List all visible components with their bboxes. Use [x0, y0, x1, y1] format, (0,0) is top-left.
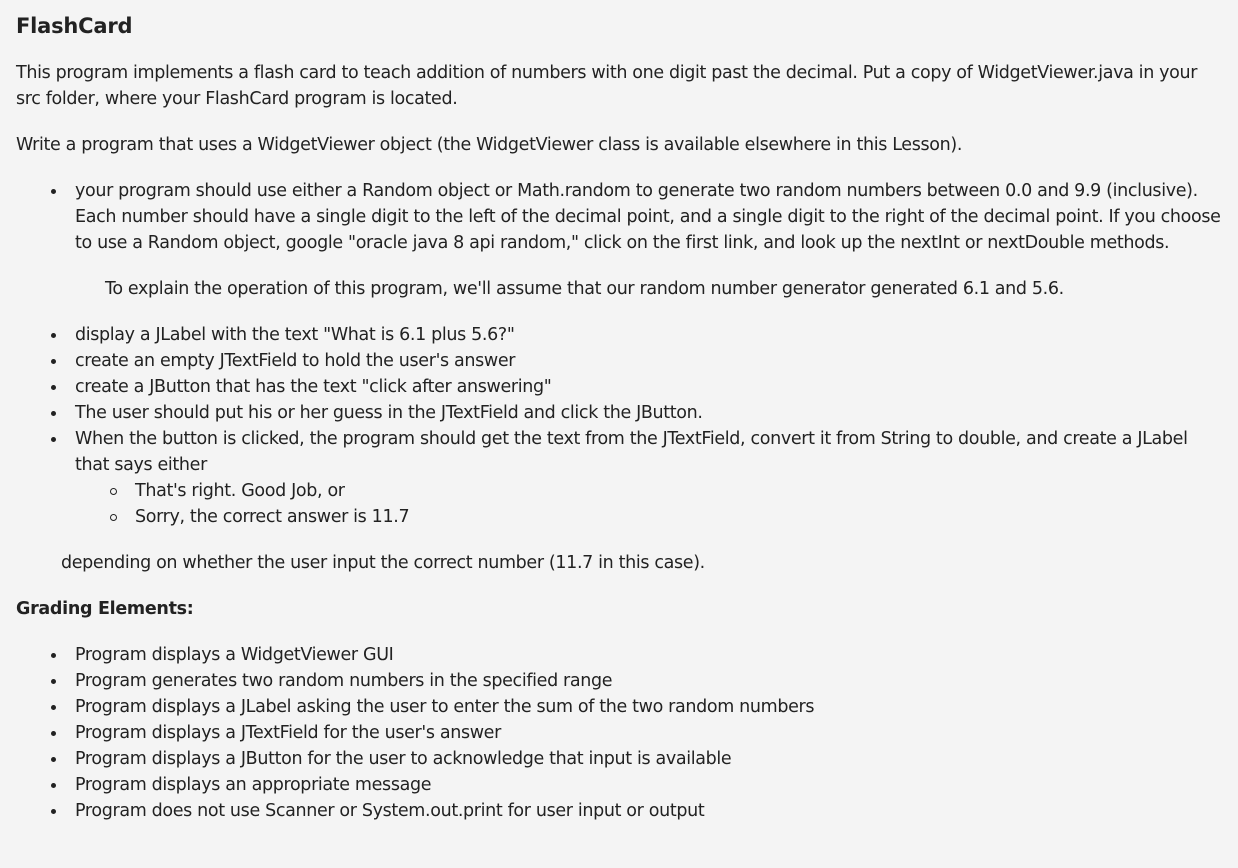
list-item: create an empty JTextField to hold the user's answer	[75, 348, 1222, 374]
list-item: display a JLabel with the text "What is 6.1 plus 5.6?"	[75, 322, 1222, 348]
list-item: your program should use either a Random object or Math.random to generate two random numbers between 0.0 and 9.9 (inclusive). Each number should have a single digit to the left of the decimal point, and a single digit to the right of the decimal point. If you choose to use a Random object, google "oracle java 8 api random," click on the first link, and look up the nextInt or nextDouble methods.	[75, 178, 1222, 256]
list-item: Program displays an appropriate message	[75, 772, 1222, 798]
page-title: FlashCard	[16, 14, 133, 38]
list-item: Program displays a WidgetViewer GUI	[75, 642, 1222, 668]
list-item-text: When the button is clicked, the program should get the text from the JTextField, convert it from String to double, and create a JLabel that says either	[75, 429, 1188, 475]
list-item: Program displays a JButton for the user to acknowledge that input is available	[75, 746, 1222, 772]
requirements-list-first	[16, 178, 1222, 256]
sub-list-item: Sorry, the correct answer is 11.7	[135, 504, 1222, 530]
requirements-list	[16, 322, 1222, 530]
explain-paragraph: To explain the operation of this program, we'll assume that our random number generator generated 6.1 and 5.6.	[105, 279, 1064, 299]
intro-paragraph: This program implements a flash card to teach addition of numbers with one digit past the decimal. Put a copy of WidgetViewer.java in your src folder, where your FlashCard program is located.	[16, 63, 1198, 109]
list-item-with-sublist	[75, 426, 1222, 530]
grading-list	[16, 642, 1222, 824]
write-paragraph: Write a program that uses a WidgetViewer object (the WidgetViewer class is available elsewhere in this Lesson).	[16, 135, 963, 155]
list-item: Program displays a JTextField for the user's answer	[75, 720, 1222, 746]
grading-heading: Grading Elements:	[16, 599, 194, 619]
depending-paragraph: depending on whether the user input the correct number (11.7 in this case).	[61, 553, 705, 573]
list-item: Program does not use Scanner or System.out.print for user input or output	[75, 798, 1222, 824]
list-item: The user should put his or her guess in the JTextField and click the JButton.	[75, 400, 1222, 426]
sub-list-item: That's right. Good Job, or	[135, 478, 1222, 504]
list-item: Program displays a JLabel asking the user to enter the sum of the two random numbers	[75, 694, 1222, 720]
list-item: create a JButton that has the text "click after answering"	[75, 374, 1222, 400]
responses-list	[75, 478, 1222, 530]
list-item: Program generates two random numbers in the specified range	[75, 668, 1222, 694]
